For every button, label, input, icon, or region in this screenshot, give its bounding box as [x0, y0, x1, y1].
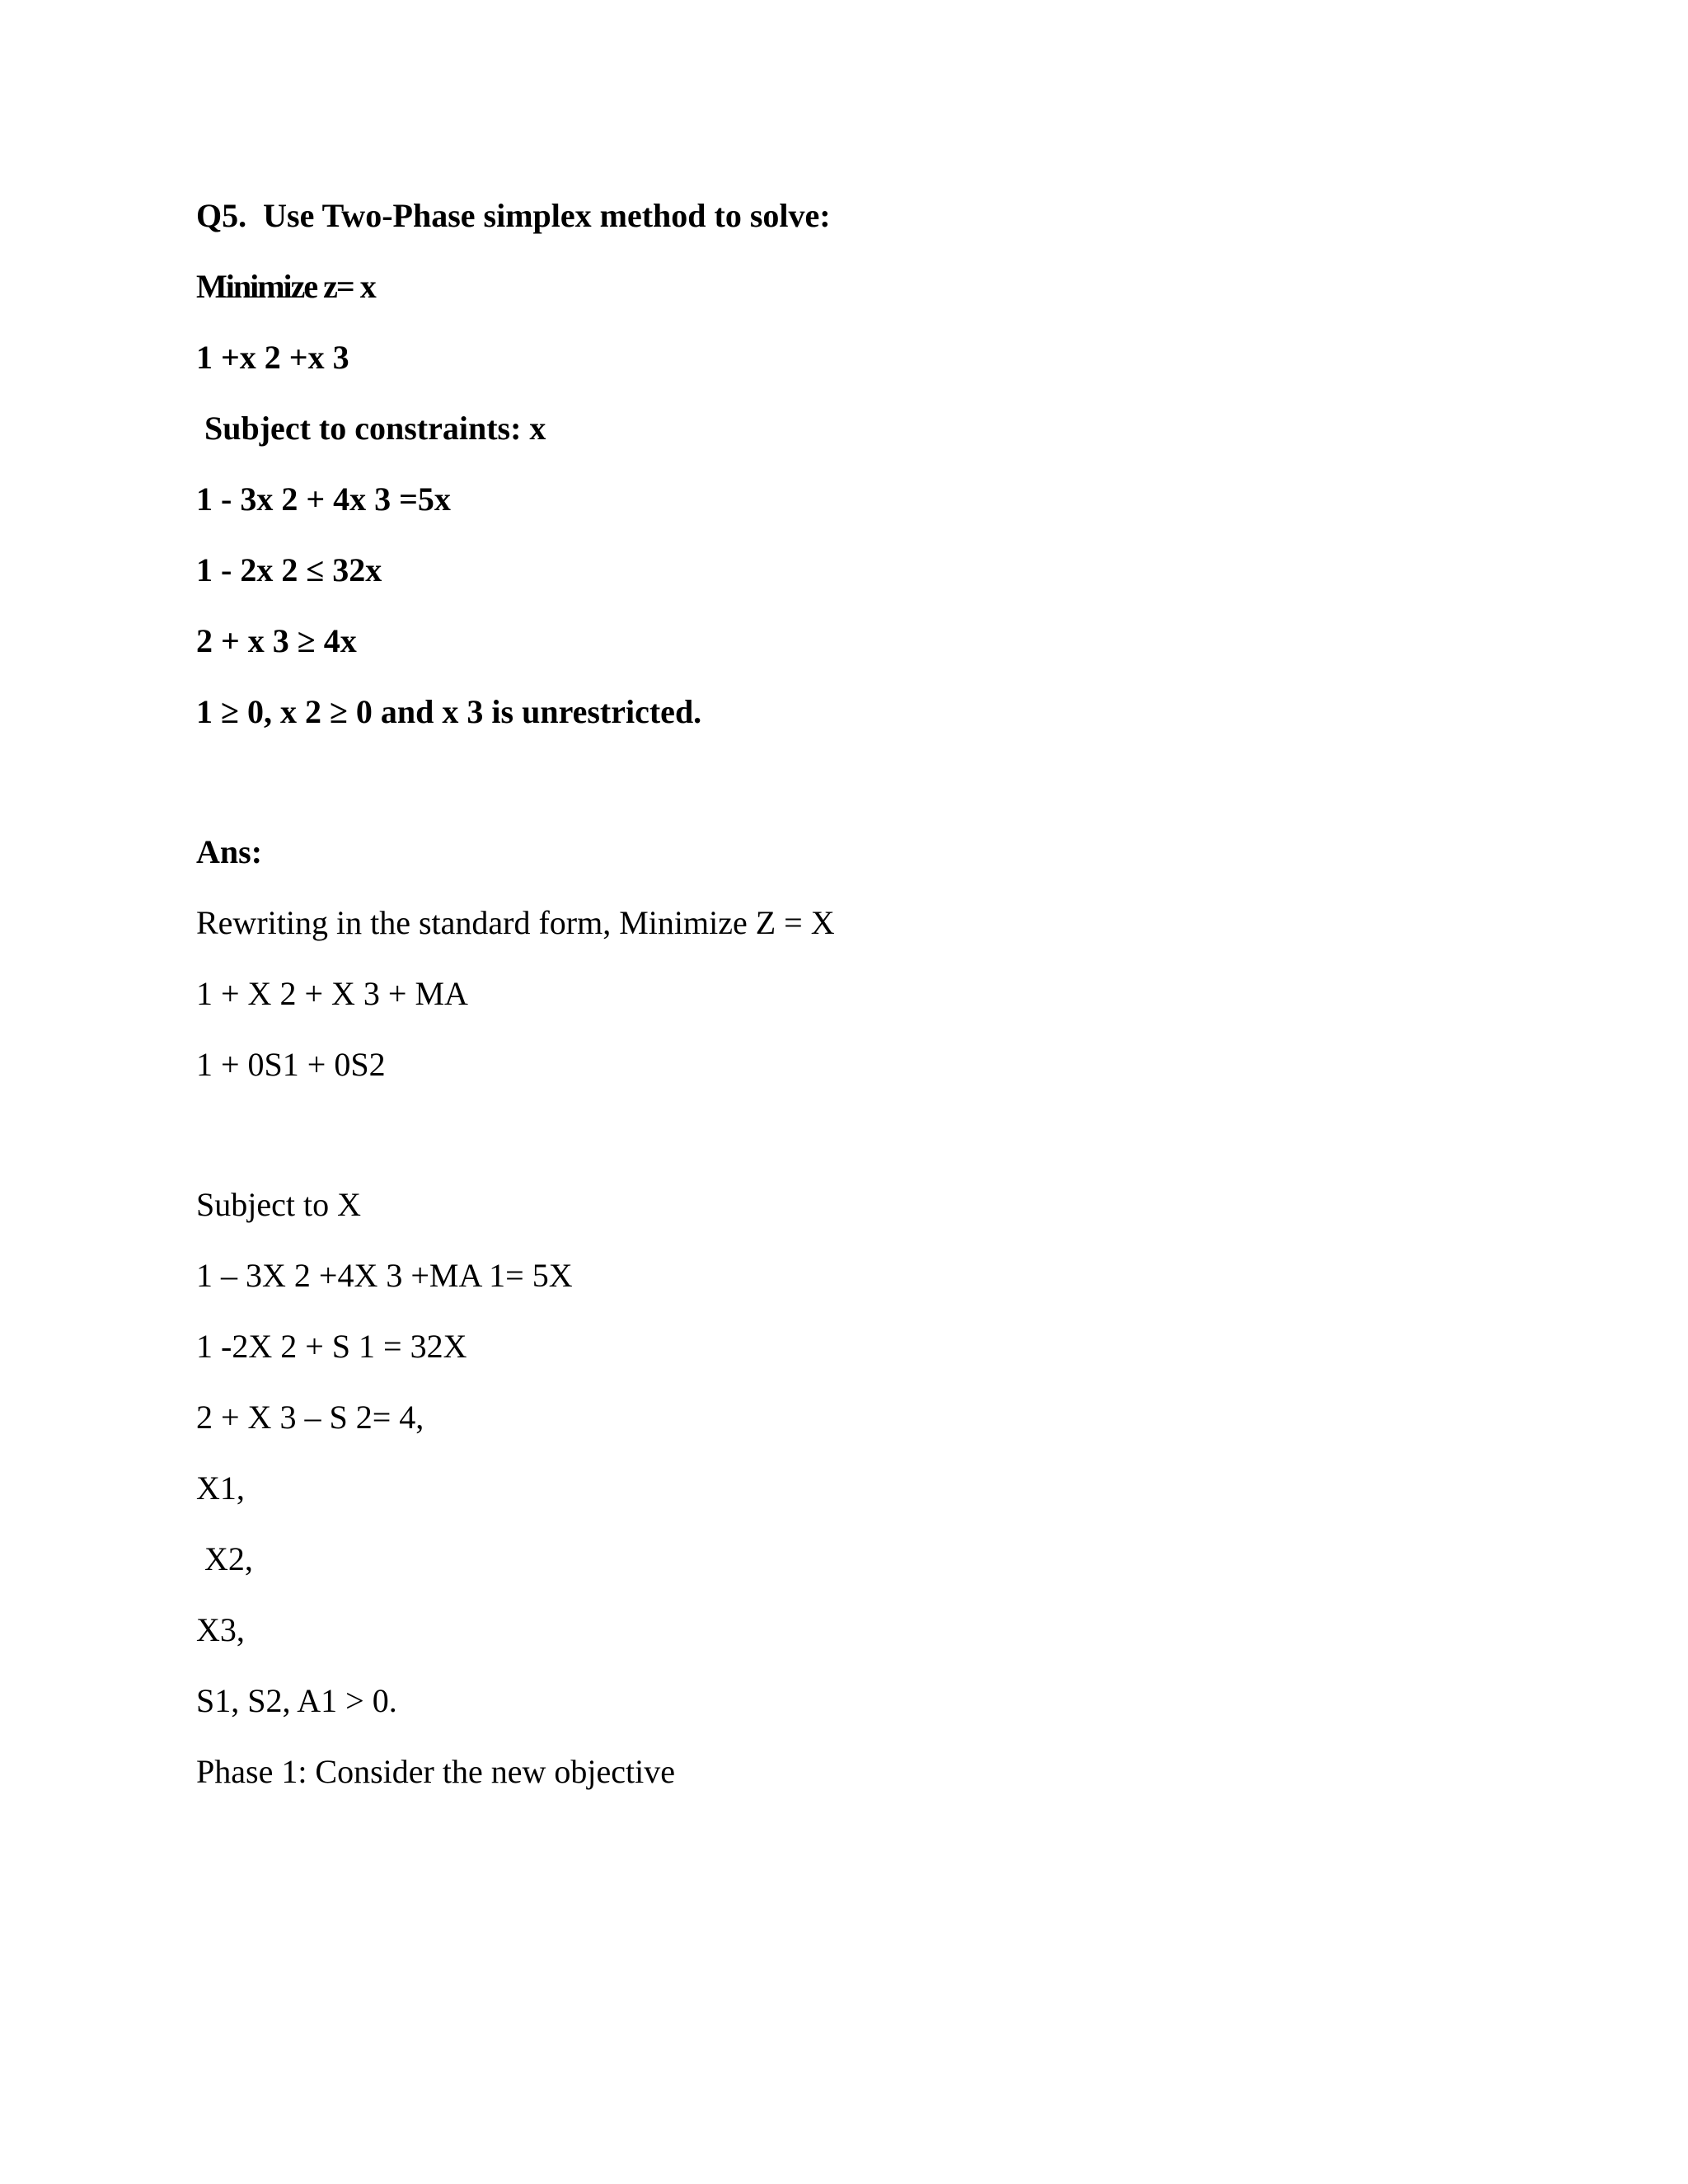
nonnegativity-line: 1 ≥ 0, x 2 ≥ 0 and x 3 is unrestricted.	[196, 693, 702, 730]
subject-to-line: Subject to X	[196, 1186, 361, 1223]
constraint-line-2: 1 - 2x 2 ≤ 32x	[196, 551, 382, 588]
answer-heading: Ans:	[196, 833, 263, 870]
equation-line-2: 1 -2X 2 + S 1 = 32X	[196, 1328, 467, 1365]
variable-x2: X2,	[196, 1540, 253, 1577]
variable-x3: X3,	[196, 1611, 245, 1648]
constraint-line-3: 2 + x 3 ≥ 4x	[196, 622, 357, 659]
phase-1-line: Phase 1: Consider the new objective	[196, 1753, 675, 1790]
standard-form-line: Rewriting in the standard form, Minimize Z = X	[196, 904, 835, 941]
constraint-line-1: 1 - 3x 2 + 4x 3 =5x	[196, 480, 451, 518]
question-title: Q5. Use Two-Phase simplex method to solve:	[196, 197, 831, 234]
variable-x1: X1,	[196, 1469, 245, 1507]
standard-form-terms-line: 1 + X 2 + X 3 + MA	[196, 975, 468, 1012]
standard-form-slack-line: 1 + 0S1 + 0S2	[196, 1046, 386, 1083]
equation-line-1: 1 – 3X 2 +4X 3 +MA 1= 5X	[196, 1257, 573, 1294]
constraints-heading: Subject to constraints: x	[196, 410, 546, 447]
objective-line: Minimize z= x	[196, 268, 375, 305]
variables-nonnegativity-line: S1, S2, A1 > 0.	[196, 1682, 397, 1719]
objective-terms-line: 1 +x 2 +x 3	[196, 339, 349, 376]
equation-line-3: 2 + X 3 – S 2= 4,	[196, 1399, 424, 1436]
